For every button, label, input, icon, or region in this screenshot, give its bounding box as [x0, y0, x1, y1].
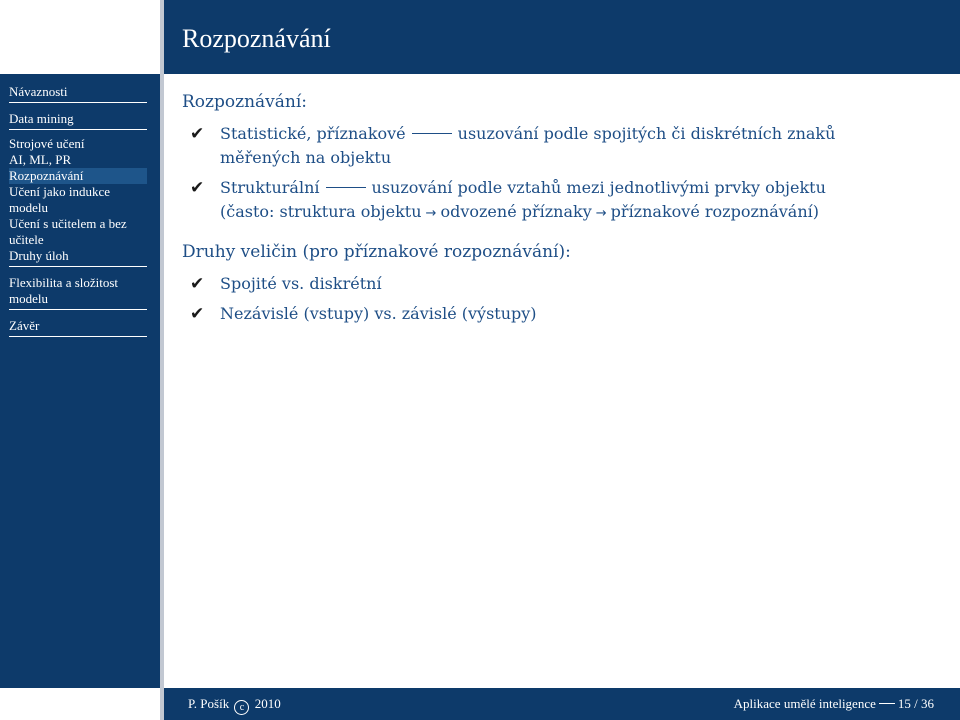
list-item-text: (často: struktura objektu: [220, 202, 422, 221]
sidebar-item-uceni-jako-indukce[interactable]: Učení jako indukce modelu: [9, 184, 111, 215]
checkmark-icon: ✔: [190, 304, 205, 324]
sidebar-nav: [9, 82, 147, 343]
sidebar-item-flexibilita[interactable]: Flexibilita a složitost modelu: [9, 273, 147, 310]
sidebar-item-data-mining[interactable]: Data mining: [9, 109, 147, 130]
sidebar-item-uceni-s-ucitelem[interactable]: Učení s učitelem a bez učitele: [9, 216, 127, 247]
footer-year: 2010: [254, 696, 281, 711]
sidebar-item-strojove-uceni[interactable]: Strojové učení: [9, 136, 85, 151]
sidebar-item-zaver[interactable]: Závěr: [9, 316, 147, 337]
arrow-right-icon: →: [425, 206, 437, 221]
variable-types-list: [182, 272, 942, 326]
list-item-line: [220, 176, 942, 200]
recognition-list: [182, 122, 942, 226]
list-item-line: měřených na objektu: [220, 148, 392, 167]
page-title: Rozpoznávání: [182, 24, 331, 53]
list-item-text: odvozené příznaky: [440, 202, 592, 221]
list-item: [182, 302, 942, 326]
list-item: [182, 122, 942, 170]
list-item-line: [220, 122, 942, 146]
list-item-text: usuzování podle vztahů mezi jednotlivými prvky objektu: [371, 178, 826, 197]
sidebar-item-rozpoznavani[interactable]: Rozpoznávání: [9, 168, 147, 184]
list-item-text: Nezávislé (vstupy) vs. závislé (výstupy): [220, 304, 537, 323]
list-item: [182, 176, 942, 226]
sidebar-divider: [160, 0, 164, 720]
checkmark-icon: ✔: [190, 178, 205, 198]
list-item: [182, 272, 942, 296]
footer-bar: [164, 688, 960, 720]
author-name: P. Pošík: [188, 696, 230, 711]
page-number: 15 / 36: [897, 696, 934, 711]
sidebar-item-navaznosti[interactable]: Návaznosti: [9, 82, 147, 103]
arrow-right-icon: →: [595, 206, 607, 221]
em-dash: [326, 187, 366, 188]
list-item-text: Spojité vs. diskrétní: [220, 274, 382, 293]
list-item-text: příznakové rozpoznávání): [610, 202, 819, 221]
header-bar: [164, 0, 960, 74]
sidebar-item-ai-ml-pr[interactable]: AI, ML, PR: [9, 152, 72, 167]
dash-separator: [879, 703, 895, 704]
slide-content: [182, 90, 942, 332]
section-heading: Rozpoznávání:: [182, 92, 308, 112]
list-item-text: usuzování podle spojitých či diskrétních znaků: [457, 124, 836, 143]
sidebar: [0, 74, 160, 688]
list-item-line: [220, 200, 942, 226]
em-dash: [412, 133, 452, 134]
course-title: Aplikace umělé inteligence: [733, 696, 876, 711]
sidebar-item-druhy-uloh[interactable]: Druhy úloh: [9, 248, 147, 267]
checkmark-icon: ✔: [190, 274, 205, 294]
section-heading: Druhy veličin (pro příznakové rozpoznávání):: [182, 242, 571, 262]
corner-block: [0, 0, 160, 74]
list-item-text: Statistické, příznakové: [220, 124, 406, 143]
footer-course: [734, 696, 934, 712]
list-item-text: Strukturální: [220, 178, 320, 197]
copyright-icon: c: [234, 700, 249, 715]
footer-author: [188, 696, 281, 715]
checkmark-icon: ✔: [190, 124, 205, 144]
